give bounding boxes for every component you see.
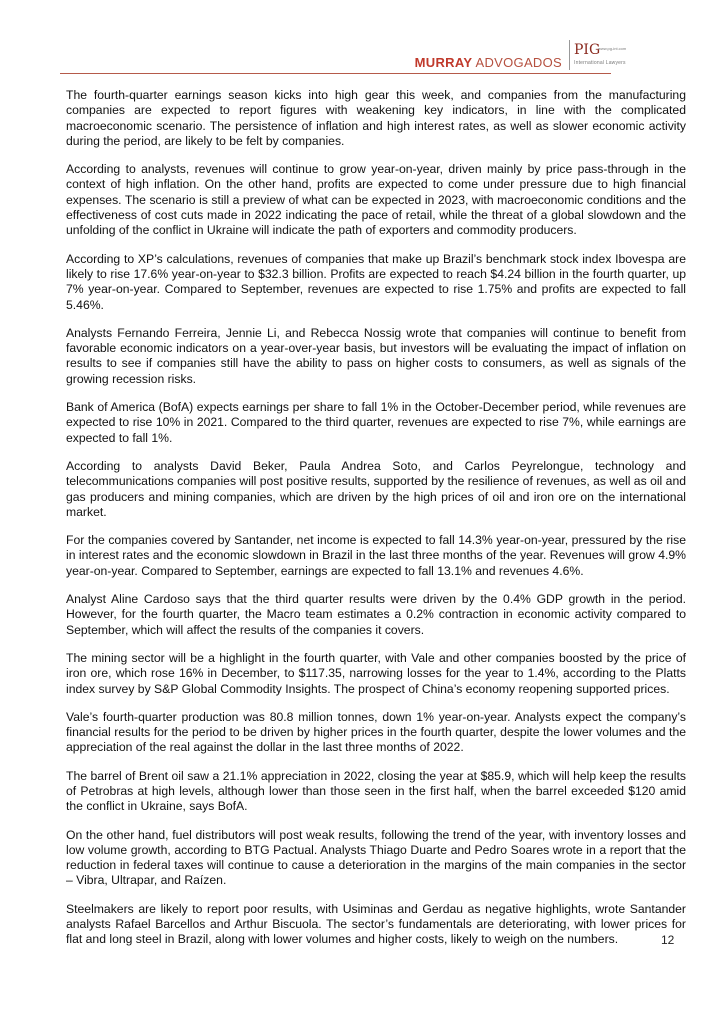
paragraph: Analysts Fernando Ferreira, Jennie Li, and Rebecca Nossig wrote that companies will continue to benefit from favorable economic indicators on a year-over-year basis, but investors will be evaluating the impact of inflation on results to see if companies still have the ability to pass on higher costs to consumers, as well as signals of the growing recession risks.	[66, 325, 686, 386]
page-header	[60, 40, 688, 70]
pig-logo	[574, 42, 632, 68]
paragraph: Vale’s fourth-quarter production was 80.8 million tonnes, down 1% year-on-year. Analysts expect the company’s financial results for the period to be driven by higher prices in the fourth quarter, despite the lower volumes and the appreciation of the real against the dollar in the last three months of 2022.	[66, 709, 686, 755]
paragraph: Bank of America (BofA) expects earnings per share to fall 1% in the October-December period, while revenues are expected to rise 10% in 2021. Compared to the third quarter, revenues are expected to rise 7%, while earnings are expected to fall 1%.	[66, 400, 686, 445]
paragraph: The barrel of Brent oil saw a 21.1% appreciation in 2022, closing the year at $85.9, which will help keep the results of Petrobras at high levels, although lower than those seen in the first half, when the barrel exceeded $120 amid the conflict in Ukraine, says BofA.	[66, 768, 686, 814]
paragraph: For the companies covered by Santander, net income is expected to fall 14.3% year-on-year, pressured by the rise in interest rates and the economic slowdown in Brazil in the last three months of the year. Revenues will grow 4.9% year-on-year. Compared to September, earnings are expected to fall 13.1% and revenues 4.6%.	[66, 533, 686, 578]
brand-name	[415, 55, 562, 70]
page-number: 12	[661, 933, 675, 947]
header-rule	[60, 73, 611, 74]
logo-subtitle: International Lawyers	[574, 60, 626, 66]
brand-name-light: ADVOGADOS	[475, 55, 562, 70]
paragraph: According to analysts, revenues will continue to grow year-on-year, driven mainly by price pass-through in the context of high inflation. On the other hand, profits are expected to come under pressure due to high financial expenses. The scenario is still a preview of what can be expected in 2023, with macroeconomic conditions and the effectiveness of cost cuts made in 2022 indicating the pace of retail, while the threat of a global slowdown and the unfolding of the conflict in Ukraine will indicate the path of exporters and commodity producers.	[66, 162, 686, 238]
logo-url: www.pg-int.com	[598, 46, 627, 51]
paragraph: Analyst Aline Cardoso says that the third quarter results were driven by the 0.4% GDP growth in the period. However, for the fourth quarter, the Macro team estimates a 0.2% contraction in economic activity compared to September, which will affect the results of the companies it covers.	[66, 592, 686, 637]
paragraph: According to analysts David Beker, Paula Andrea Soto, and Carlos Peyrelongue, technology and telecommunications companies will post positive results, supported by the resilience of revenues, as well as oil and gas producers and mining companies, which are driven by the high prices of oil and iron ore on the international market.	[66, 458, 686, 519]
paragraph: The mining sector will be a highlight in the fourth quarter, with Vale and other companies boosted by the price of iron ore, which rose 16% in December, to $117.35, narrowing losses for the year to 1.4%, according to the Platts index survey by S&P Global Commodity Insights. The prospect of China’s economy reopening supported prices.	[66, 650, 686, 696]
paragraph: On the other hand, fuel distributors will post weak results, following the trend of the year, with inventory losses and low volume growth, according to BTG Pactual. Analysts Thiago Duarte and Pedro Soares wrote in a report that the reduction in federal taxes will continue to cause a deterioration in the margins of the main companies in the sector – Vibra, Ultrapar, and Raízen.	[66, 827, 686, 888]
brand-name-bold: MURRAY	[414, 55, 473, 70]
header-separator	[569, 40, 570, 70]
paragraph: The fourth-quarter earnings season kicks into high gear this week, and companies from the manufacturing companies are expected to report figures with weakening key indicators, in line with the complicated macroeconomic scenario. The persistence of inflation and high interest rates, as well as slower economic activity during the period, are likely to be felt by companies.	[66, 88, 686, 148]
paragraph: According to XP’s calculations, revenues of companies that make up Brazil’s benchmark stock index Ibovespa are likely to rise 17.6% year-on-year to $32.3 billion. Profits are expected to reach $4.24 billion in the fourth quarter, up 7% year-on-year. Compared to September, revenues are expected to rise 1.75% and profits are expected to fall 5.46%.	[66, 251, 686, 312]
paragraph: Steelmakers are likely to report poor results, with Usiminas and Gerdau as negative highlights, wrote Santander analysts Rafael Barcellos and Arthur Biscuola. The sector’s fundamentals are deteriorating, with lower prices for flat and long steel in Brazil, along with lower volumes and higher costs, likely to weigh on the numbers.	[66, 901, 686, 947]
document-body	[66, 88, 686, 961]
logo-text: PIG	[574, 42, 601, 58]
